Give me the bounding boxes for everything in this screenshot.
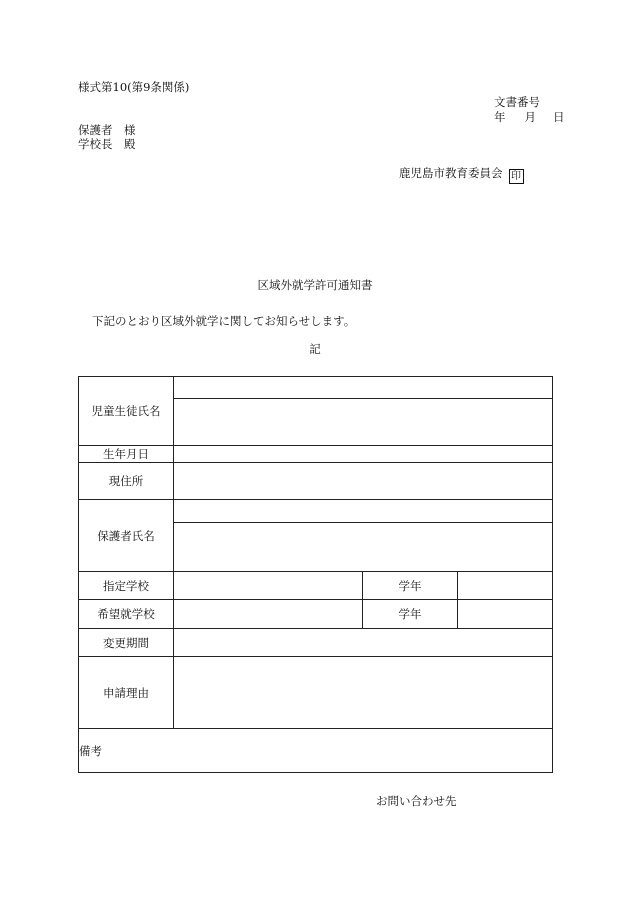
desired-school-label: 希望就学校 xyxy=(79,600,174,629)
guardian-name-furigana-cell[interactable] xyxy=(174,500,553,523)
document-title: 区域外就学許可通知書 xyxy=(257,278,373,292)
remarks-row xyxy=(79,729,553,773)
desired-grade-label: 学年 xyxy=(363,600,458,629)
address-cell[interactable] xyxy=(174,463,553,500)
student-name-label: 児童生徒氏名 xyxy=(79,377,174,446)
guardian-name-row-top xyxy=(79,500,553,523)
designated-grade-label: 学年 xyxy=(363,572,458,600)
birth-date-cell[interactable] xyxy=(174,446,553,463)
recipient-guardian: 保護者 様 xyxy=(78,123,136,137)
date-day-label: 日 xyxy=(553,110,565,124)
desired-grade-cell[interactable] xyxy=(458,600,553,629)
reason-label: 申請理由 xyxy=(79,657,174,729)
change-period-label: 変更期間 xyxy=(79,629,174,657)
guardian-name-label: 保護者氏名 xyxy=(79,500,174,572)
desired-school-cell[interactable] xyxy=(174,600,363,629)
desired-school-row xyxy=(79,600,553,629)
form-number-label: 様式第10(第9条関係) xyxy=(78,80,190,94)
guardian-name-cell[interactable] xyxy=(174,523,553,572)
address-row xyxy=(79,463,553,500)
designated-school-row xyxy=(79,572,553,600)
ki-heading: 記 xyxy=(309,342,321,356)
issuer-name: 鹿児島市教育委員会 xyxy=(399,166,503,180)
intro-text: 下記のとおり区域外就学に関してお知らせします。 xyxy=(92,314,356,328)
change-period-row xyxy=(79,629,553,657)
designated-school-cell[interactable] xyxy=(174,572,363,600)
date-month-label: 月 xyxy=(524,110,536,124)
birth-date-row xyxy=(79,446,553,463)
recipient-principal: 学校長 殿 xyxy=(78,137,136,151)
designated-school-label: 指定学校 xyxy=(79,572,174,600)
reason-row xyxy=(79,657,553,729)
student-name-cell[interactable] xyxy=(174,399,553,446)
date-line xyxy=(494,112,565,124)
address-label: 現住所 xyxy=(79,463,174,500)
change-period-cell[interactable] xyxy=(174,629,553,657)
birth-date-label: 生年月日 xyxy=(79,446,174,463)
remarks-label: 備考 xyxy=(79,743,102,758)
remarks-cell[interactable] xyxy=(79,729,553,773)
reason-cell[interactable] xyxy=(174,657,553,729)
contact-label: お問い合わせ先 xyxy=(376,794,457,808)
notification-form-table xyxy=(78,376,553,773)
seal-stamp: 印 xyxy=(509,169,524,184)
issuer-line xyxy=(399,168,524,184)
student-name-furigana-cell[interactable] xyxy=(174,377,553,399)
designated-grade-cell[interactable] xyxy=(458,572,553,600)
document-number-label: 文書番号 xyxy=(494,95,540,109)
date-year-label: 年 xyxy=(494,110,506,124)
student-name-row-top xyxy=(79,377,553,399)
